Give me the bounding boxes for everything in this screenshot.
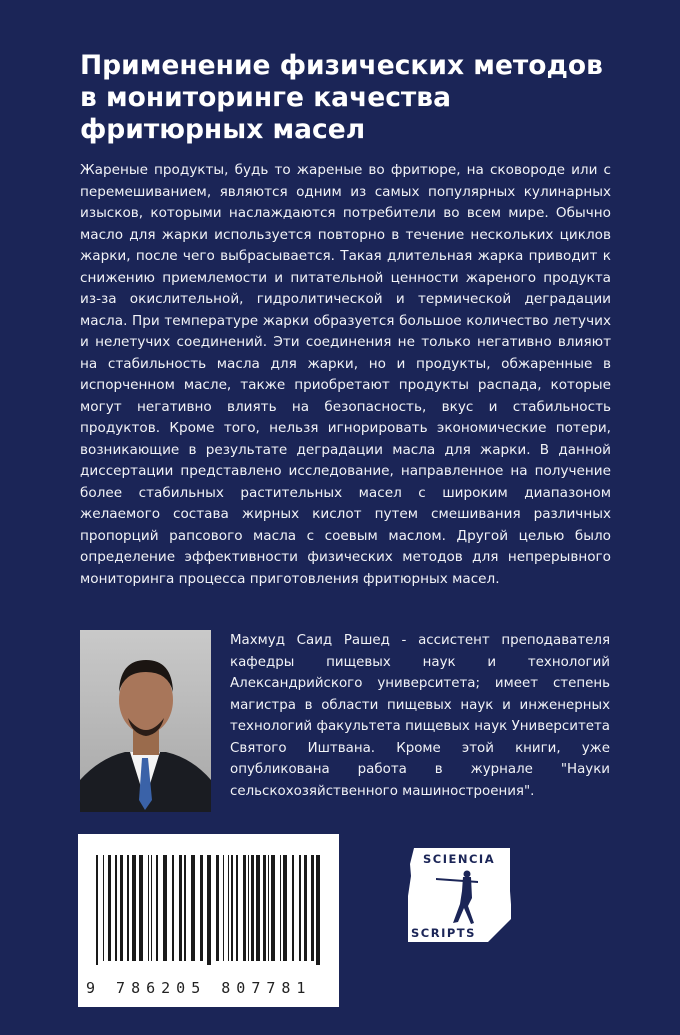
barcode-bar [271,855,275,961]
barcode-bar [139,855,143,961]
author-bio: Махмуд Саид Рашед - ассистент преподавателя кафедры пищевых наук и технологий Александрийского университета; имеет степень магистра в области пищевых наук и инженерных технологий факультета пищевых наук Университета Святого Иштвана. Кроме этой книги, уже опубликована работа в журнале "Науки сельскохозяйственного машиностроения". [230,633,610,799]
isbn-number: 9 786205 807781 [86,979,312,997]
isbn-barcode [78,834,339,1007]
barcode-bar [108,855,111,961]
barcode-bar [127,855,129,961]
barcode-bar [151,855,152,961]
barcode-bar [251,855,254,961]
barcode-bar [268,855,269,961]
publisher-name-line1: SCIENCIA [423,852,496,866]
publisher-name-line2: SCRIPTS [411,926,476,940]
barcode-bar [207,855,211,965]
barcode-bar [179,855,182,961]
barcode-bar [132,855,136,961]
barcode-bar [200,855,203,961]
barcode-bar [223,855,224,961]
barcode-bar [103,855,104,961]
author-photo [80,630,211,812]
barcode-bar [304,855,307,961]
barcode-bar [280,855,281,961]
author-section [80,630,611,812]
barcode-bar [191,855,195,961]
barcode-bar [263,855,266,961]
barcode-bar [96,855,98,965]
barcode-bar [248,855,249,961]
book-title: Применение физических методов в мониторинге качества фритюрных масел [80,50,603,145]
barcode-bar [120,855,123,961]
barcode-bar [216,855,219,961]
publisher-logo [408,846,511,946]
barcode-bar [163,855,167,961]
barcode-bar [115,855,117,961]
barcode-bar [156,855,158,961]
barcode-bar [228,855,229,961]
barcode-bar [148,855,149,961]
barcode-bar [172,855,174,961]
barcode-bar [256,855,260,961]
barcode-bar [292,855,294,961]
barcode-bars [96,855,322,987]
barcode-bar [299,855,301,961]
barcode-bar [243,855,246,961]
barcode-bar [231,855,233,961]
barcode-bar [283,855,287,961]
barcode-bar [311,855,314,961]
book-abstract: Жареные продукты, будь то жареные во фритюре, на сковороде или с перемешиванием, являются одним из самых популярных кулинарных изысков, которыми наслаждаются потребители во всем мире. Обычно масло для жарки используется повторно в течение нескольких циклов жарки, после чего выбрасывается. Такая длительная жарка приводит к снижению приемлемости и питательной ценности жареного продукта из-за окислительной, гидролитической и термической деградации масла. При температуре жарки образуется большое количество летучих и нелетучих соединений. Эти соединения не только негативно влияют на стабильность масла для жарки, но и продукты, обжаренные в испорченном масле, также приобретают продукты распада, которые могут негативно влиять на безопасность, вкус и стабильность продуктов. Кроме того, нельзя игнорировать экономические потери, возникающие в результате деградации масла для жарки. В данной диссертации представлено исследование, направленное на получение более стабильных растительных масел с широким диапазоном желаемого состава жирных кислот путем смешивания различных пропорций рапсового масла с соевым маслом. Другой целью было определение эффективности физических методов для непрерывного мониторинга процесса приготовления фритюрных масел. [80,162,611,587]
barcode-bar [236,855,238,961]
barcode-bar [316,855,320,965]
cover-footer [78,834,611,1007]
barcode-bar [184,855,186,961]
